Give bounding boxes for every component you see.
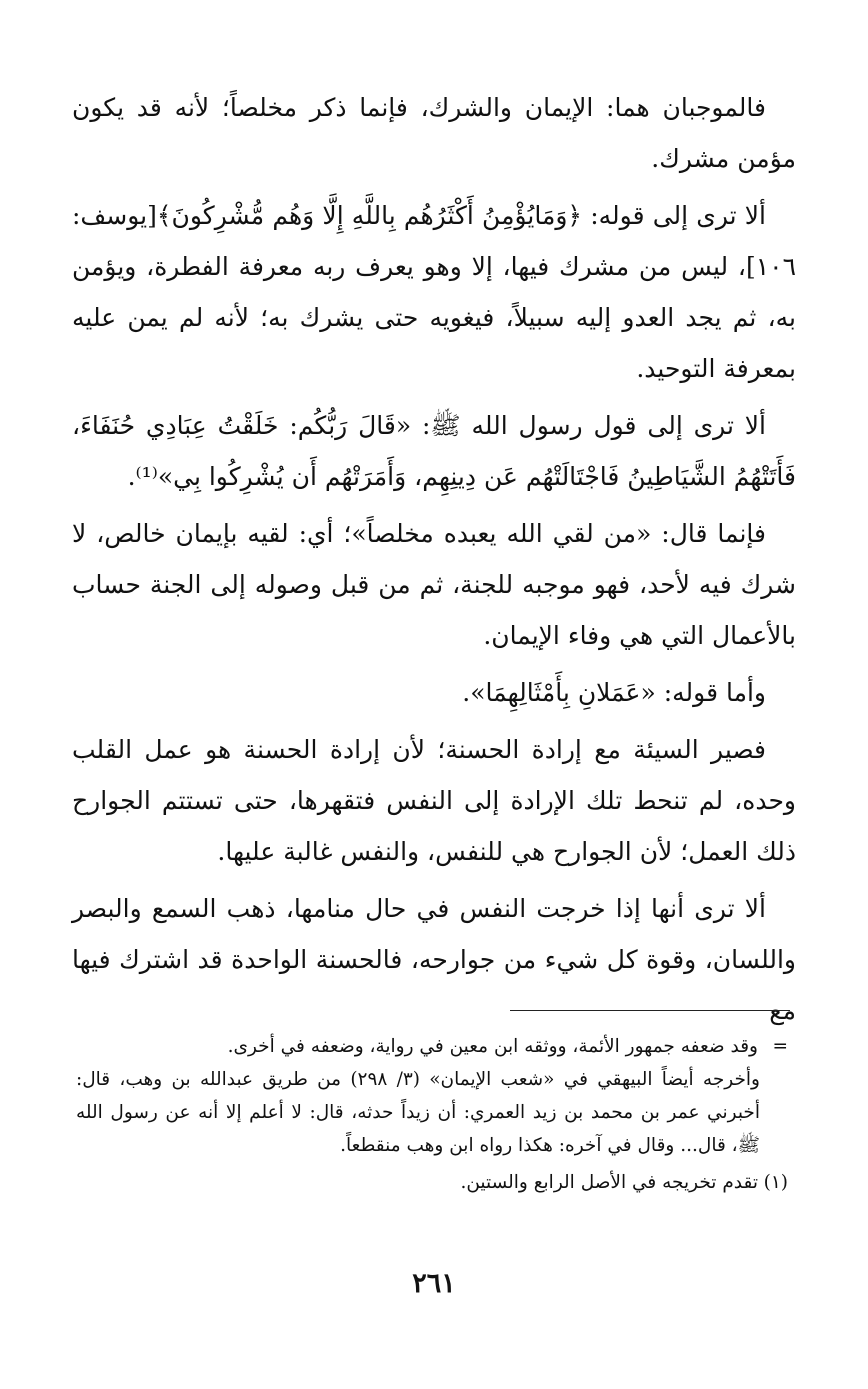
footnotes	[76, 1030, 788, 1203]
footnote-1-marker: (١)	[763, 1172, 788, 1193]
footnote-continuation-line-2: وأخرجه أيضاً البيهقي في «شعب الإيمان» (٣/ ٢٩٨) من طريق عبدالله بن وهب، قال: أخبرني عمر بن محمد بن زيد العمري: أن زيداً حدثه، قال: لا أعلم إلا أنه عن رسول الله ﷺ، قال... وقال في آخره: هكذا رواه ابن وهب منقطعاً.	[76, 1069, 760, 1156]
paragraph-3: ألا ترى إلى قول رسول الله ﷺ: «قَالَ رَبُّكُم: خَلَقْتُ عِبَادِي حُنَفَاءَ، فَأَتَتْهُمُ الشَّيَاطِينُ فَاجْتَالَتْهُم عَن دِينِهِم، وَأَمَرَتْهُم أَن يُشْرِكُوا بِي»⁽¹⁾.	[72, 411, 796, 491]
page-number: ٢٦١	[412, 1268, 456, 1299]
footnote-continuation-marker: =	[772, 1036, 788, 1057]
footnote-continuation-line-1: وقد ضعفه جمهور الأئمة، ووثقه ابن معين في رواية، وضعفه في أخرى.	[227, 1036, 758, 1057]
paragraph-1: فالموجبان هما: الإيمان والشرك، فإنما ذكر مخلصاً؛ لأنه قد يكون مؤمن مشرك.	[72, 93, 796, 173]
paragraph-6: فصير السيئة مع إرادة الحسنة؛ لأن إرادة الحسنة هو عمل القلب وحده، لم تنحط تلك الإرادة إلى النفس فتقهرها، حتى تستتم الجوارح ذلك العمل؛ لأن الجوارح هي للنفس، والنفس غالبة عليها.	[72, 735, 796, 866]
paragraph-4: فإنما قال: «من لقي الله يعبده مخلصاً»؛ أي: لقيه بإيمان خالص، لا شرك فيه لأحد، فهو موجبه للجنة، ثم من قبل وصوله إلى الجنة حساب بالأعمال التي هي وفاء الإيمان.	[72, 519, 796, 650]
paragraph-2: ألا ترى إلى قوله: ﴿وَمَايُؤْمِنُ أَكْثَرُهُم بِاللَّهِ إِلَّا وَهُم مُّشْرِكُونَ﴾[يوسف: ١٠٦]، ليس من مشرك فيها، إلا وهو يعرف ربه معرفة الفطرة، ويؤمن به، ثم يجد العدو إليه سبيلاً، فيغويه حتى يشرك به؛ لأنه لم يمن عليه بمعرفة التوحيد.	[72, 201, 797, 383]
footnote-1	[76, 1166, 788, 1199]
footnote-continuation	[76, 1030, 788, 1162]
paragraph-5: وأما قوله: «عَمَلانِ بِأَمْثَالِهِمَا».	[462, 678, 766, 707]
paragraph-7: ألا ترى أنها إذا خرجت النفس في حال منامها، ذهب السمع والبصر واللسان، وقوة كل شيء من جوارحه، فالحسنة الواحدة قد اشترك فيها مع	[72, 894, 796, 1025]
footnote-1-text: تقدم تخريجه في الأصل الرابع والستين.	[460, 1172, 758, 1193]
main-text	[72, 82, 796, 1042]
footnote-separator	[510, 1010, 790, 1011]
